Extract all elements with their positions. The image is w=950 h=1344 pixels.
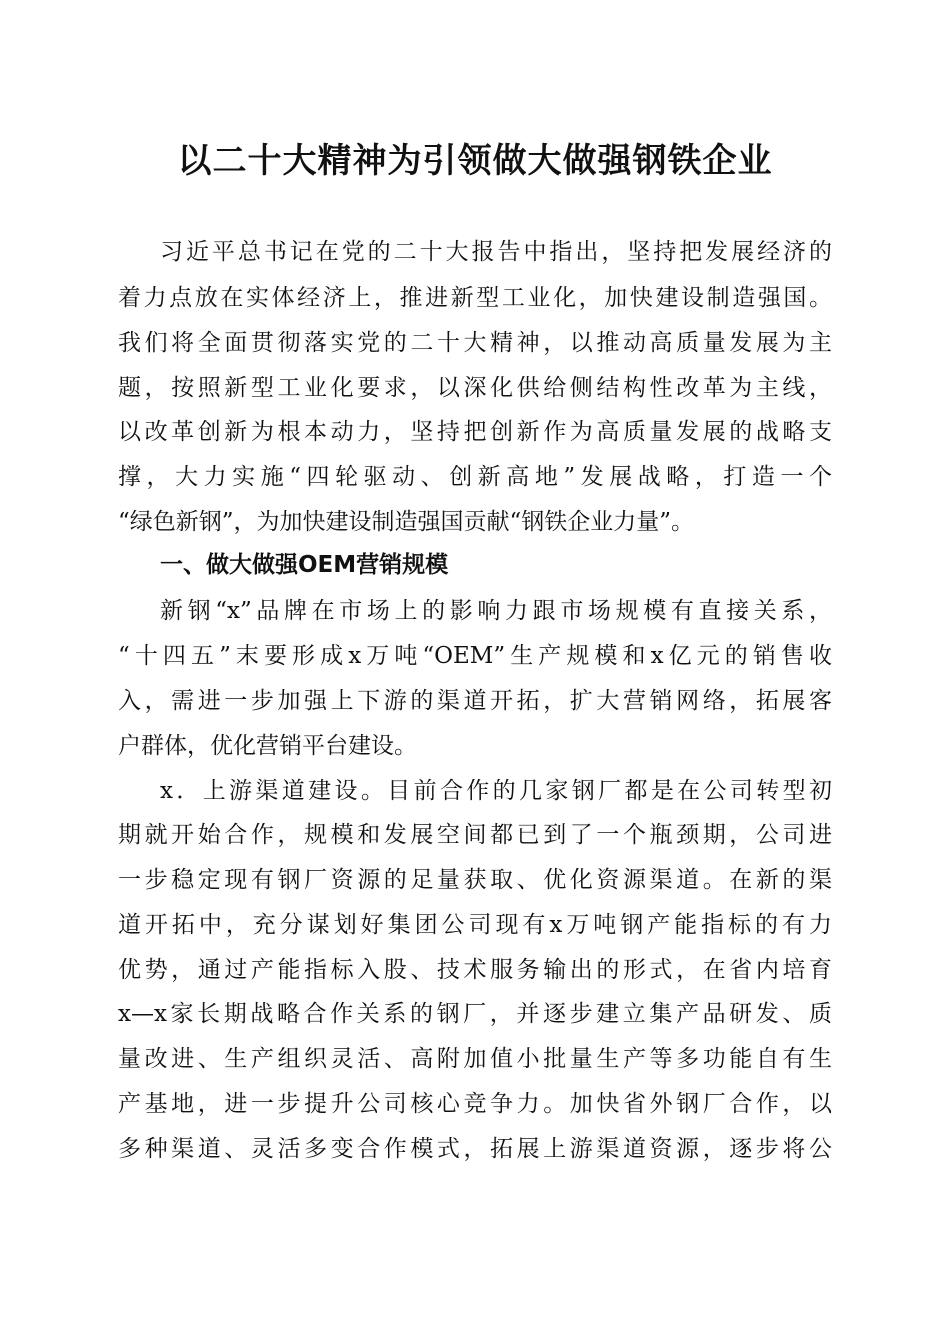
section-1-line-2: “十四五”末要形成x万吨“OEM”生产规模和x亿元的销售收 (118, 643, 832, 669)
section-1-line-4: 户群体，优化营销平台建设。 (118, 733, 417, 759)
subsection-line-9: 多种渠道、灵活多变合作模式，拓展上游渠道资源，逐步将公 (118, 1136, 832, 1162)
subsection-line-7: 量改进、生产组织灵活、高附加值小批量生产等多功能自有生 (118, 1046, 832, 1072)
subsection-line-5: 优势，通过产能指标入股、技术服务输出的形式，在省内培育 (118, 957, 832, 983)
intro-line-3: 我们将全面贯彻落实党的二十大精神，以推动高质量发展为主 (118, 330, 832, 356)
subsection-line-3: 一步稳定现有钢厂资源的足量获取、优化资源渠道。在新的渠 (118, 867, 832, 893)
intro-line-5: 以改革创新为根本动力，坚持把创新作为高质量发展的战略支 (118, 419, 832, 445)
intro-line-4: 题，按照新型工业化要求，以深化供给侧结构性改革为主线， (118, 375, 832, 401)
document-title: 以二十大精神为引领做大做强钢铁企业 (177, 141, 773, 181)
subsection-line-2: 期就开始合作，规模和发展空间都已到了一个瓶颈期，公司进 (118, 822, 832, 848)
intro-line-7: “绿色新钢”，为加快建设制造强国贡献“钢铁企业力量”。 (118, 509, 695, 535)
intro-line-6: 撑，大力实施“四轮驱动、创新高地”发展战略，打造一个 (118, 464, 832, 490)
section-1-line-3: 入，需进一步加强上下游的渠道开拓，扩大营销网络，拓展客 (118, 688, 832, 714)
subsection-line-8: 产基地，进一步提升公司核心竞争力。加快省外钢厂合作，以 (118, 1091, 832, 1117)
intro-line-2: 着力点放在实体经济上，推进新型工业化，加快建设制造强国。 (118, 285, 832, 311)
subsection-line-6: x—x家长期战略合作关系的钢厂，并逐步建立集产品研发、质 (118, 1001, 832, 1027)
subsection-line-1: x．上游渠道建设。目前合作的几家钢厂都是在公司转型初 (160, 778, 832, 804)
section-1-line-1: 新钢“x”品牌在市场上的影响力跟市场规模有直接关系， (160, 598, 832, 624)
section-1-heading: 一、做大做强OEM营销规模 (160, 552, 449, 578)
intro-line-1: 习近平总书记在党的二十大报告中指出，坚持把发展经济的 (160, 239, 832, 265)
subsection-line-4: 道开拓中，充分谋划好集团公司现有x万吨钢产能指标的有力 (118, 912, 832, 938)
